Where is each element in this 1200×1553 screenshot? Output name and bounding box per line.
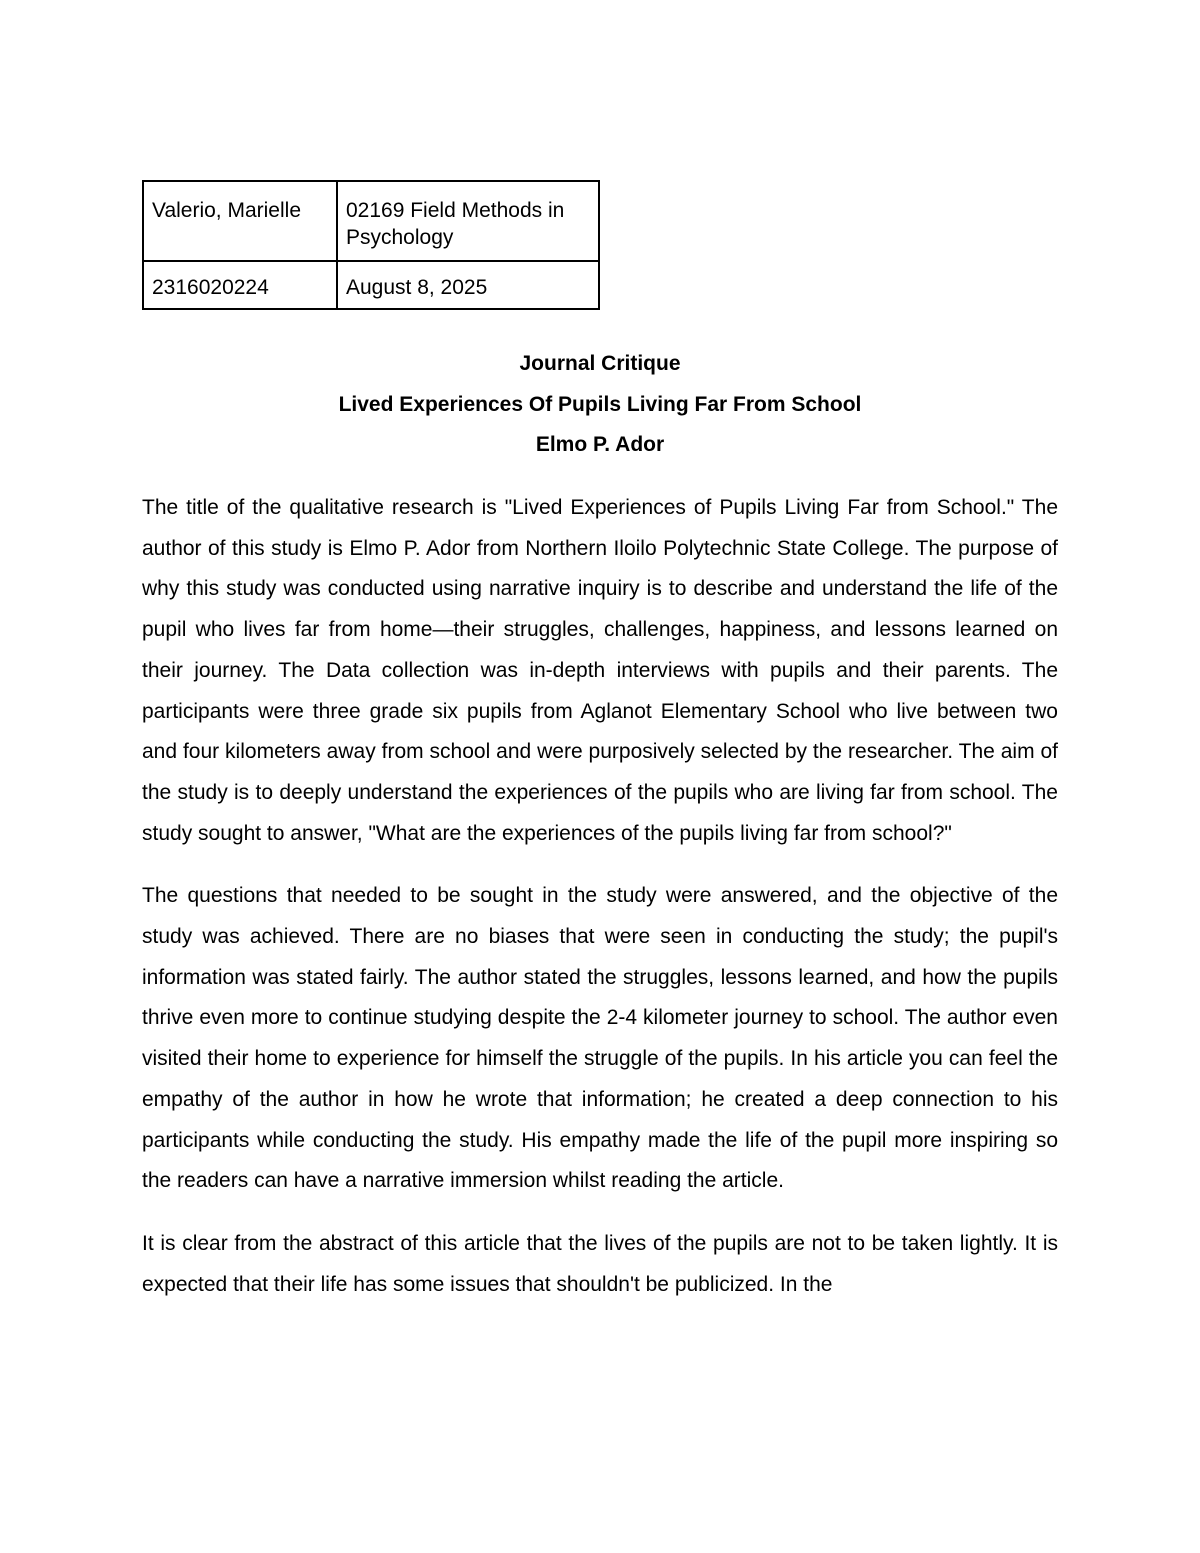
article-author-heading: Elmo P. Ador	[535, 433, 665, 456]
student-info-table	[142, 180, 600, 310]
info-row-2	[143, 261, 599, 309]
document-type-heading: Journal Critique	[519, 352, 681, 375]
course-cell: 02169 Field Methods in Psychology	[337, 181, 599, 261]
date-cell: August 8, 2025	[337, 261, 599, 309]
student-name-cell: Valerio, Marielle	[143, 181, 337, 261]
paragraph: The title of the qualitative research is "Lived Experiences of Pupils Living Far from School." The author of this study is Elmo P. Ador from Northern Iloilo Polytechnic State College. The purpose of why this study was conducted using narrative inquiry is to describe and understand the life of the pupil who lives far from home—their struggles, challenges, happiness, and lessons learned on their journey. The Data collection was in-depth interviews with pupils and their parents. The participants were three grade six pupils from Aglanot Elementary School who live between two and four kilometers away from school and were purposively selected by the researcher. The aim of the study is to deeply understand the experiences of the pupils who are living far from school. The study sought to answer, "What are the experiences of the pupils living far from school?"	[142, 496, 1058, 845]
paragraph: It is clear from the abstract of this article that the lives of the pupils are not to be taken lightly. It is expected that their life has some issues that shouldn't be publicized. In the	[142, 1231, 1058, 1296]
paragraph: The questions that needed to be sought in the study were answered, and the objective of the study was achieved. There are no biases that were seen in conducting the study; the pupil's information was stated fairly. The author stated the struggles, lessons learned, and how the pupils thrive even more to continue studying despite the 2-4 kilometer journey to school. The author even visited their home to experience for himself the struggle of the pupils. In his article you can feel the empathy of the author in how he wrote that information; he created a deep connection to his participants while conducting the study. His empathy made the life of the pupil more inspiring so the readers can have a narrative immersion whilst reading the article.	[142, 884, 1058, 1193]
student-id-cell: 2316020224	[143, 261, 337, 309]
critique-body	[142, 488, 1058, 1327]
document-headings	[142, 346, 1058, 468]
article-title-heading: Lived Experiences Of Pupils Living Far From School	[338, 392, 862, 416]
info-row-1	[143, 181, 599, 261]
